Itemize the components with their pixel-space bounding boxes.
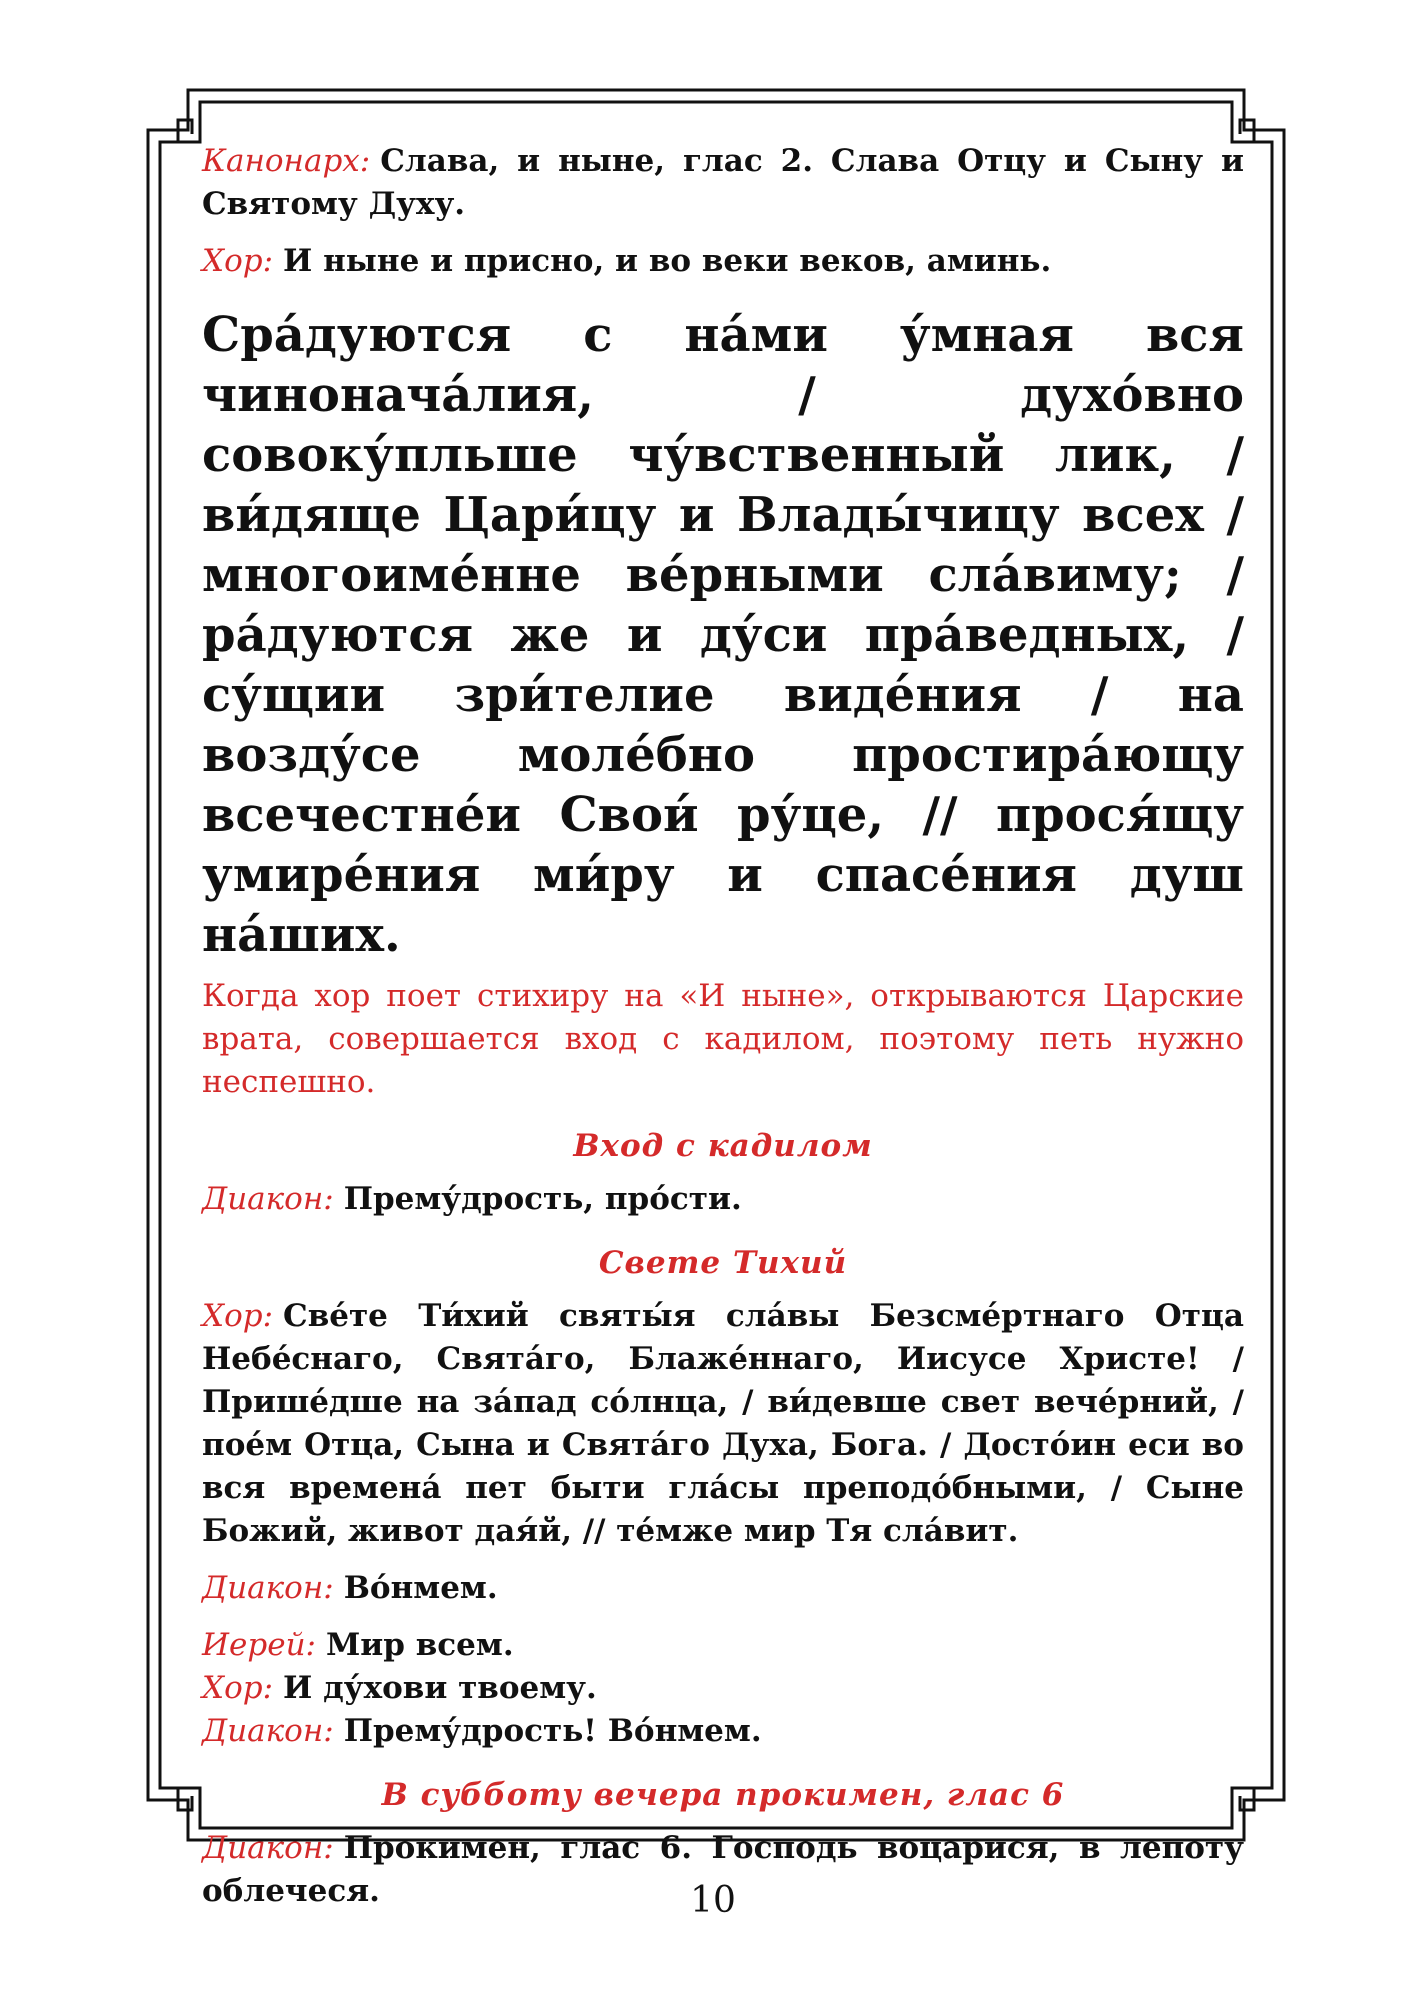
paragraph-text: Мир всем.	[325, 1627, 514, 1663]
paragraph-canonarch	[202, 140, 1244, 226]
role-label: Диакон:	[202, 1181, 334, 1217]
paragraph-text: Во́нмем.	[343, 1570, 498, 1606]
role-label: Диакон:	[202, 1830, 334, 1866]
paragraph-text: И ду́хови твоему.	[283, 1670, 597, 1706]
paragraph-text: И ныне и присно, и во веки веков, аминь.	[283, 243, 1052, 279]
role-label: Хор:	[202, 243, 274, 279]
role-label: Канонарх:	[202, 143, 371, 179]
role-label: Диакон:	[202, 1713, 334, 1749]
paragraph-choir-hymn	[202, 1295, 1244, 1553]
paragraph-text: Прему́дрость! Во́нмем.	[343, 1713, 762, 1749]
role-label: Иерей:	[202, 1627, 316, 1663]
section-heading-prokeimenon: В субботу вечера прокимен, глас 6	[381, 1777, 1065, 1813]
paragraph-text: Прокимен, глас 6. Господь воцарися, в лепоту облечеся.	[202, 1830, 1244, 1909]
paragraph-choir	[202, 240, 1244, 283]
section-heading-gladsome-light: Свете Тихий	[598, 1245, 848, 1281]
paragraph-deacon	[202, 1178, 1244, 1221]
paragraph-priest	[202, 1624, 1244, 1667]
page-number: 10	[690, 1880, 736, 1921]
paragraph-deacon	[202, 1567, 1244, 1610]
paragraph-text: Све́те Ти́хий святы́я сла́вы Безсме́ртнаго Отца Небе́снаго, Свята́го, Блаже́ннаго, Иисусе Христе! / Прише́дше на за́пад со́лнца, / ви́девше свет вече́рний, / пое́м Отца, Сына и Свята́го Духа, Бога. / Досто́ин еси во вся времена́ пет быти гла́сы преподо́бными, / Сыне Божий, живот дая́й, // те́мже мир Тя сла́вит.	[202, 1298, 1244, 1549]
paragraph-text: Слава, и ныне, глас 2. Слава Отцу и Сыну и Святому Духу.	[202, 143, 1244, 222]
stichera-text: Сра́дуются с на́ми у́мная вся чинонача́лия, / духо́вно совоку́пльше чу́вственный лик, / ви́дяще Цари́цу и Влады́чицу всех / многоиме́нне ве́рными сла́виму; / ра́дуются же и ду́си пра́ведных, / су́щии зри́телие виде́ния / на возду́се моле́бно простира́ющу всечестне́и Свои́ ру́це, // прося́щу умире́ния ми́ру и спасе́ния душ на́ших.	[202, 307, 1244, 963]
section-heading-entrance: Вход с кадилом	[573, 1128, 873, 1164]
rubric-note: Когда хор поет стихиру на «И ныне», открываются Царские врата, совершается вход с кадилом, поэтому петь нужно неспешно.	[202, 978, 1244, 1100]
paragraph-choir	[202, 1667, 1244, 1710]
paragraph-deacon	[202, 1710, 1244, 1753]
page-content	[202, 140, 1244, 1913]
paragraph-text: Прему́дрость, про́сти.	[343, 1181, 742, 1217]
role-label: Диакон:	[202, 1570, 334, 1606]
role-label: Хор:	[202, 1298, 274, 1334]
role-label: Хор:	[202, 1670, 274, 1706]
